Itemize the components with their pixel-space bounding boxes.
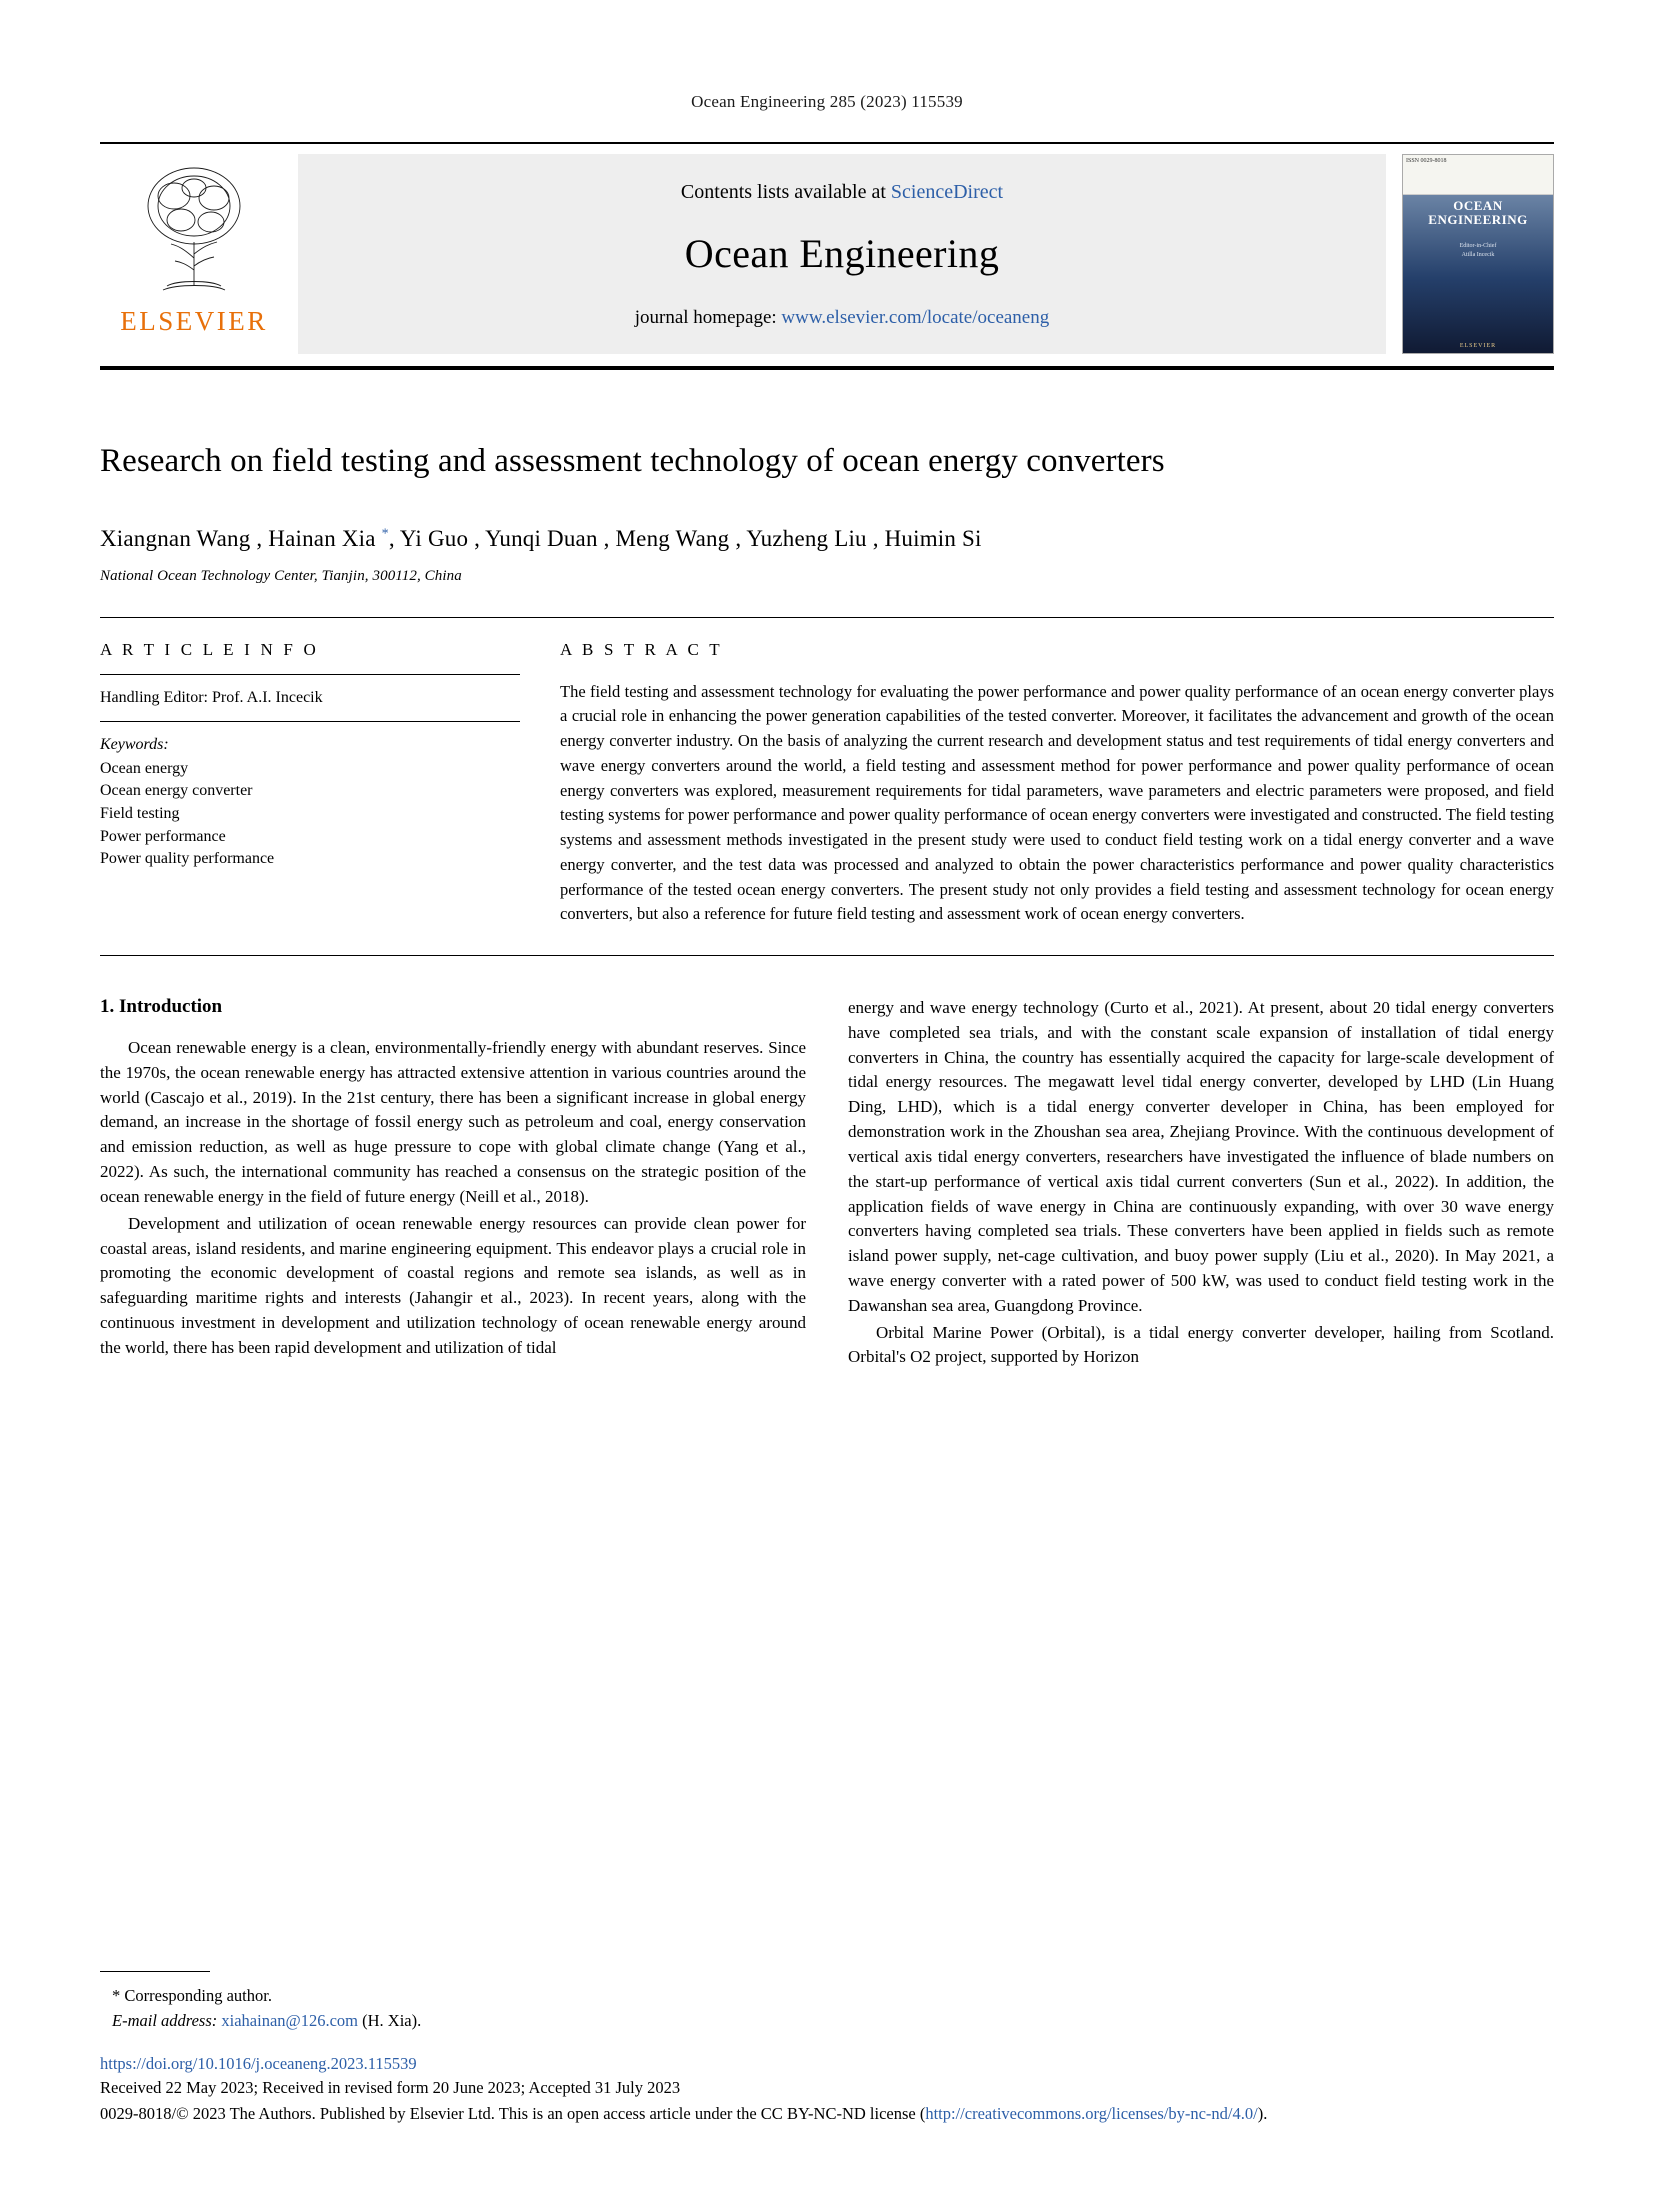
copyright-prefix: 0029-8018/© 2023 The Authors. Published by Elsevier Ltd. This is an open access article under the CC BY-NC-ND license ( [100,2104,926,2124]
elsevier-tree-icon [119,154,269,304]
corresponding-author-note: * Corresponding author. [112,1986,272,2005]
copyright-suffix: ). [1257,2104,1268,2124]
cover-top-note: ISSN 0029-8018 [1403,155,1553,195]
cover-title: OCEAN ENGINEERING [1428,197,1528,228]
paragraph: Ocean renewable energy is a clean, environmentally-friendly energy with abundant reserves. Since the 1970s, the ocean renewable energy has attracted extensive attention in various countries around the world (Cascajo et al., 2019). In the 21st century, there has been a significant increase in global energy demand, an increase in the shortage of fossil energy such as petroleum and coal, energy conservation and emission reduction, as well as huge pressure to cope with global climate change (Yang et al., 2022). As such, the international community has reached a consensus on the strategic position of the ocean renewable energy in the field of future energy (Neill et al., 2018). [100,1038,806,1206]
doi-link-wrapper [100,2054,1554,2074]
author-list [100,526,1554,552]
footer-divider [100,1971,210,1972]
sciencedirect-link[interactable]: ScienceDirect [890,181,1004,203]
info-abstract-block [100,617,1554,957]
email-suffix: (H. Xia). [362,2010,422,2030]
keyword-item: Field testing [100,804,180,822]
body-column-left [100,996,806,1372]
email-line [112,2009,1554,2034]
body-columns [100,996,1554,1372]
abstract-column [560,640,1554,928]
keyword-item: Ocean energy [100,759,189,777]
article-history: Received 22 May 2023; Received in revised form 20 June 2023; Accepted 31 July 2023 [100,2077,681,2097]
abstract-heading: A B S T R A C T [560,639,723,659]
abstract-text: The field testing and assessment technology for evaluating the power performance and power quality performance of an ocean energy converter plays a crucial role in enhancing the power generation capabilities of the tested converter. Moreover, it facilitates the advancement and growth of the ocean energy converter industry. On the basis of analyzing the current research and development status and test requirements of tidal energy converters and wave energy converters around the world, a field testing and assessment method for power performance and power quality performance of ocean energy converters was explored, measurement requirements for tidal parameters, wave parameters and electric parameters were proposed, and field testing systems for power performance and power quality performance of ocean energy converters were investigated and constructed. The field testing systems and assessment methods investigated in the present study were used to conduct field testing work on a tidal energy converter and a wave energy converter, and the test data was processed and analyzed to obtain the power characteristics performance and power quality characteristics performance of the tested ocean energy converters. The present study not only provides a field testing and assessment technology for ocean energy converters, but also a reference for future field testing and assessment work of ocean energy converters. [560,681,1554,924]
keyword-item: Ocean energy converter [100,782,253,800]
homepage-line [635,307,1050,329]
handling-editor: Handling Editor: Prof. A.I. Incecik [100,688,323,706]
journal-masthead [100,142,1554,370]
doi-link[interactable]: https://doi.org/10.1016/j.oceaneng.2023.115539 [100,2053,417,2073]
contents-prefix: Contents lists available at [680,181,891,203]
homepage-prefix: journal homepage: [634,307,782,328]
divider [100,721,520,722]
corresponding-marker: * [381,525,389,541]
contents-line [681,181,1003,204]
cover-subtitle: Editor-in-Chief Atilla Incecik [1459,243,1497,258]
elsevier-logo [100,148,288,360]
page-footer [100,1971,1554,2127]
paragraph: Development and utilization of ocean renewable energy resources can provide clean power for coastal areas, island residents, and marine engineering equipment. This endeavor plays a crucial role in promoting the economic development of coastal regions and remote sea islands, as well as in safeguarding maritime rights and interests (Jahangir et al., 2023). In recent years, along with the continuous investment in development and utilization technology of ocean renewable energy around the world, there has been rapid development and utilization of tidal [100,1213,806,1357]
paragraph: energy and wave energy technology (Curto et al., 2021). At present, about 20 tidal energy converters have completed sea trials, and with the constant scale expansion of installation of tidal energy converters in China, the country has essentially acquired the capacity for large-scale development of tidal energy resources. The megawatt level tidal energy converter, developed by LHD (Lin Huang Ding, LHD), which is a tidal energy converter developer in China, has been employed for demonstration work in the Zhoushan sea area, Zhejiang Province. With the continuous development of vertical axis tidal energy converters, researchers have investigated the influence of blade numbers on the start-up performance of vertical axis tidal current converters (Sun et al., 2022). In addition, the application fields of wave energy in China are continuously expanding, with over 30 wave energy converters having completed sea trials. These converters have been applied in fields such as remote island power supply, net-cage cultivation, and buoy power supply (Liu et al., 2020). In May 2021, a wave energy converter with a rated power of 500 kW, was used to conduct field testing work in the Dawanshan sea area, Guangdong Province. [848,998,1554,1315]
license-link[interactable]: http://creativecommons.org/licenses/by-nc-nd/4.0/ [925,2104,1258,2124]
article-info-heading: A R T I C L E I N F O [100,639,319,659]
authors-text: Xiangnan Wang , Hainan Xia *, Yi Guo , Yunqi Duan , Meng Wang , Yuzheng Liu , Huimin Si [100,525,982,551]
paragraph: Orbital Marine Power (Orbital), is a tidal energy converter developer, hailing from Scotland. Orbital's O2 project, supported by Horizon [848,1322,1554,1367]
elsevier-wordmark: ELSEVIER [120,306,268,336]
article-info-column [100,640,520,928]
body-column-right [848,996,1554,1372]
page-title: Research on field testing and assessment technology of ocean energy converters [100,443,1165,479]
keyword-item: Power quality performance [100,850,275,868]
section-heading-introduction: 1. Introduction [100,996,223,1018]
running-head: Ocean Engineering 285 (2023) 115539 [691,92,963,111]
journal-banner [298,154,1386,354]
keyword-item: Power performance [100,827,226,845]
affiliation: National Ocean Technology Center, Tianjin, 300112, China [100,567,462,584]
divider [100,674,520,675]
journal-title: Ocean Engineering [684,231,1000,276]
journal-homepage-link[interactable]: www.elsevier.com/locate/oceaneng [781,307,1050,328]
email-link[interactable]: xiahainan@126.com [221,2010,359,2030]
keywords-label: Keywords: [100,735,169,753]
journal-cover-thumbnail [1402,154,1554,354]
copyright-line [100,2102,1554,2127]
cover-publisher: ELSEVIER [1459,343,1497,349]
email-label: E-mail address: [112,2010,218,2030]
